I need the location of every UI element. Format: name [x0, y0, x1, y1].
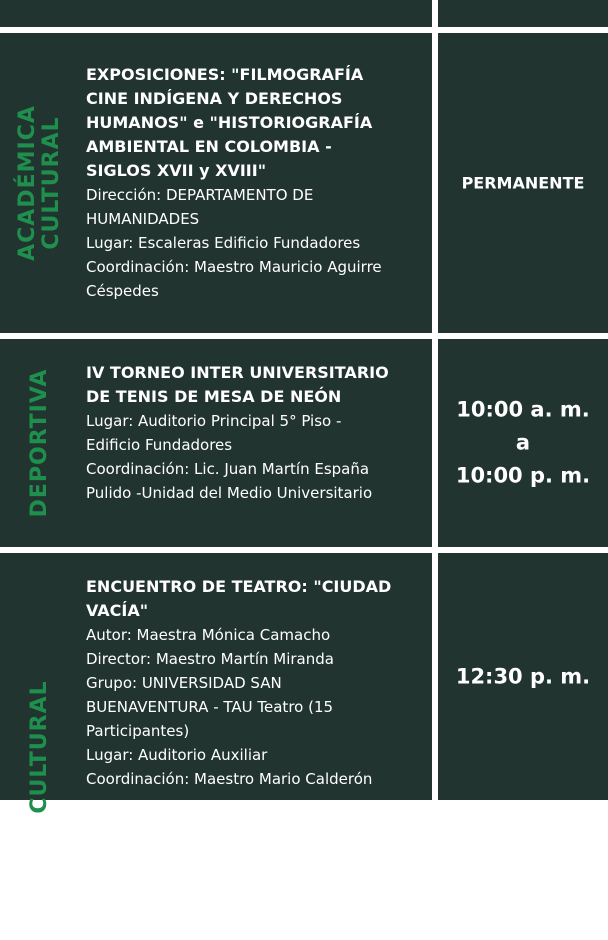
event-title — [86, 575, 420, 623]
detail-line: Lugar: Escaleras Edificio Fundadores — [86, 234, 361, 252]
event-title — [86, 63, 420, 183]
event-content — [86, 575, 420, 791]
detail-line: Coordinación: Maestro Mario Calderón — [86, 770, 373, 788]
time-cell — [438, 553, 608, 800]
title-line: ENCUENTRO DE TEATRO: "CIUDAD — [86, 577, 392, 596]
time-line: 12:30 p. m. — [455, 664, 591, 688]
title-line: AMBIENTAL EN COLOMBIA - — [86, 137, 332, 156]
detail-line: BUENAVENTURA - TAU Teatro (15 — [86, 698, 334, 716]
detail-line: Lugar: Auditorio Principal 5° Piso - — [86, 412, 342, 430]
category-text: DEPORTIVA — [27, 368, 52, 518]
detail-line: Director: Maestro Martín Miranda — [86, 650, 334, 668]
detail-line: Lugar: Auditorio Auxiliar — [86, 746, 268, 764]
title-line: CINE INDÍGENA Y DERECHOS — [86, 89, 343, 108]
time-line: PERMANENTE — [461, 173, 585, 193]
title-line: EXPOSICIONES: "FILMOGRAFÍA — [86, 65, 364, 84]
event-title — [86, 361, 420, 409]
detail-line: Coordinación: Lic. Juan Martín España — [86, 460, 370, 478]
detail-line: Céspedes — [86, 282, 159, 300]
detail-line: Autor: Maestra Mónica Camacho — [86, 626, 331, 644]
category-label — [0, 553, 80, 940]
detail-line: Participantes) — [86, 722, 190, 740]
event-time — [438, 660, 608, 693]
event-row — [0, 553, 608, 814]
event-cell — [0, 33, 432, 333]
detail-line: Dirección: DEPARTAMENTO DE — [86, 186, 314, 204]
title-line: IV TORNEO INTER UNIVERSITARIO — [86, 363, 389, 382]
event-details — [86, 183, 420, 303]
time-line: 10:00 p. m. — [455, 463, 591, 488]
title-line: VACÍA" — [86, 601, 149, 620]
category-label — [0, 339, 80, 547]
event-content — [86, 361, 420, 505]
time-line: a — [515, 430, 531, 455]
time-cell — [438, 339, 608, 547]
event-cell — [0, 0, 432, 27]
time-cell — [438, 0, 608, 27]
event-time — [438, 394, 608, 493]
event-time — [438, 174, 608, 193]
title-line: HUMANOS" e "HISTORIOGRAFÍA — [86, 113, 373, 132]
detail-line: Edificio Fundadores — [86, 436, 233, 454]
title-line: SIGLOS XVII y XVIII" — [86, 161, 267, 180]
time-line: 10:00 a. m. — [456, 397, 590, 422]
event-cell — [0, 553, 432, 814]
time-cell — [438, 33, 608, 333]
detail-line: Pulido -Unidad del Medio Universitario — [86, 484, 373, 502]
event-details — [86, 409, 420, 505]
event-row — [0, 33, 608, 333]
event-row — [0, 339, 608, 547]
detail-line: HUMANIDADES — [86, 210, 200, 228]
category-text: CULTURAL — [27, 679, 52, 814]
event-details — [86, 623, 420, 791]
category-label — [0, 33, 80, 333]
event-content — [86, 63, 420, 303]
detail-line: Grupo: UNIVERSIDAD SAN — [86, 674, 282, 692]
category-text: ACADÉMICA CULTURAL — [15, 105, 64, 261]
detail-line: Coordinación: Maestro Mauricio Aguirre — [86, 258, 382, 276]
event-cell — [0, 339, 432, 547]
event-row — [0, 0, 608, 27]
title-line: DE TENIS DE MESA DE NEÓN — [86, 387, 342, 406]
